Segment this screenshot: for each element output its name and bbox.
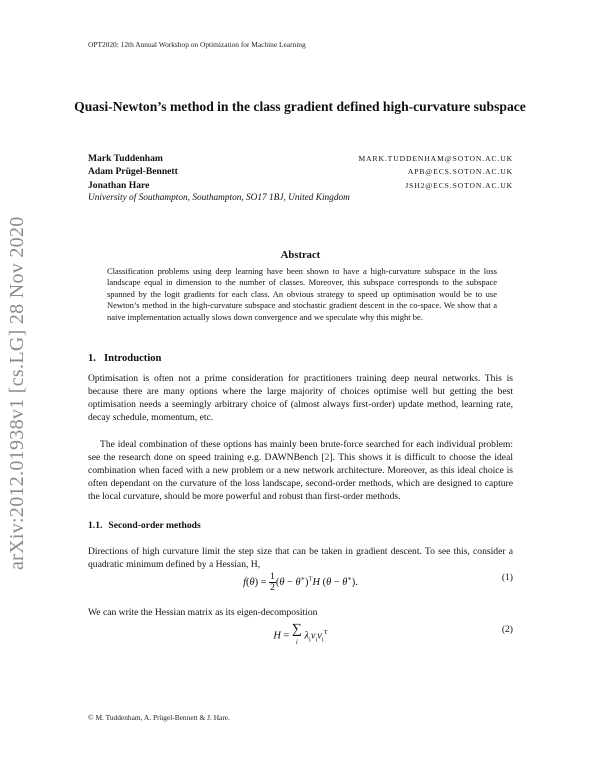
section-number: 1. <box>88 353 96 364</box>
equation-2 <box>88 624 513 652</box>
equation-number: (2) <box>501 624 513 635</box>
author-email: MARK.TUDDENHAM@SOTON.AC.UK <box>358 154 513 163</box>
author-block <box>88 152 513 206</box>
running-header: OPT2020: 12th Annual Workshop on Optimization for Machine Learning <box>88 40 306 49</box>
equation-body: H = ∑ i $\lambda_iv_iv_i^T$ <box>273 622 328 646</box>
citation-link[interactable]: 2 <box>324 452 330 464</box>
author-email: JSH2@ECS.SOTON.AC.UK <box>405 180 513 190</box>
arxiv-identifier-stamp: arXiv:2012.01938v1 [cs.LG] 28 Nov 2020 <box>6 216 28 570</box>
author-row <box>88 152 513 165</box>
abstract-heading: Abstract <box>280 250 321 261</box>
author-name: Jonathan Hare <box>88 179 150 191</box>
second-order-paragraph-2: We can write the Hessian matrix as its eigen-decomposition <box>88 607 318 618</box>
summation: ∑ i <box>291 622 302 646</box>
second-order-paragraph-1: Directions of high curvature limit the step size that can be taken in gradient descent. To see this, consider a quadratic minimum defined by a Hessian, H, <box>88 546 513 571</box>
abstract-text: Classification problems using deep learning have been shown to have a high-curvature subspace in the loss landscape equal in dimension to the number of classes. Moreover, this subspace corresponds to the subspace spanned by the logit gradients for each class. An obvious strategy to speed up optimisation would be to use Newton’s method in the high-curvature subspace and stochastic gradient descent in the co-space. We show that a naive implementation actually slows down convergence and we speculate why this might be. <box>107 266 497 322</box>
intro-paragraph-2 <box>88 438 513 503</box>
author-row <box>88 179 513 192</box>
subsection-title: Second-order methods <box>108 520 201 531</box>
author-email: APB@ECS.SOTON.AC.UK <box>407 167 513 177</box>
author-name: Mark Tuddenham <box>88 153 163 164</box>
equation-number: (1) <box>501 572 513 583</box>
fraction: $\frac{1}{2}$ <box>270 572 275 593</box>
paper-title: Quasi-Newton’s method in the class gradient defined high-curvature subspace <box>74 99 526 114</box>
paragraph-text: The ideal combination of these options has mainly been brute-force searched for each individual problem: see the research done on speed training e.g. DAWNBench [ <box>88 439 513 464</box>
section-heading-introduction <box>88 353 169 364</box>
section-title: Introduction <box>103 353 162 364</box>
author-row <box>88 165 513 178</box>
intro-paragraph-1: Optimisation is often not a prime consideration for practitioners training deep neural networks. This is because there are many options where the large majority of choices optimise well but getting the best optimisation needs a seemingly arbitrary choice of (almost always first-order) update method, learning rate, decay schedule, momentum, etc. <box>88 373 513 424</box>
paragraph-text: ]. This shows it is difficult to choose the ideal combination when faced with a new problem or a new network architecture. Moreover, as this ideal choice is often dependant on the curvature of the loss landscape, second-order methods, which are designed to capture the local curvature, should be more powerful and robust than first-order methods. <box>88 452 513 503</box>
affiliation: University of Southampton, Southampton, SO17 1BJ, United Kingdom <box>88 193 350 204</box>
equation-1 <box>88 572 513 598</box>
author-name: Adam Prügel-Bennett <box>88 166 178 178</box>
subsection-number: 1.1. <box>88 520 103 531</box>
subsection-heading-second-order-methods <box>88 520 207 531</box>
copyright-footer: © M. Tuddenham, A. Prügel-Bennett & J. Hare. <box>88 713 230 722</box>
equation-body: f(θ) = $\frac{1}{2}$ $(\theta - \theta^∗)^TH$ (θ − θ∗). <box>243 572 358 593</box>
